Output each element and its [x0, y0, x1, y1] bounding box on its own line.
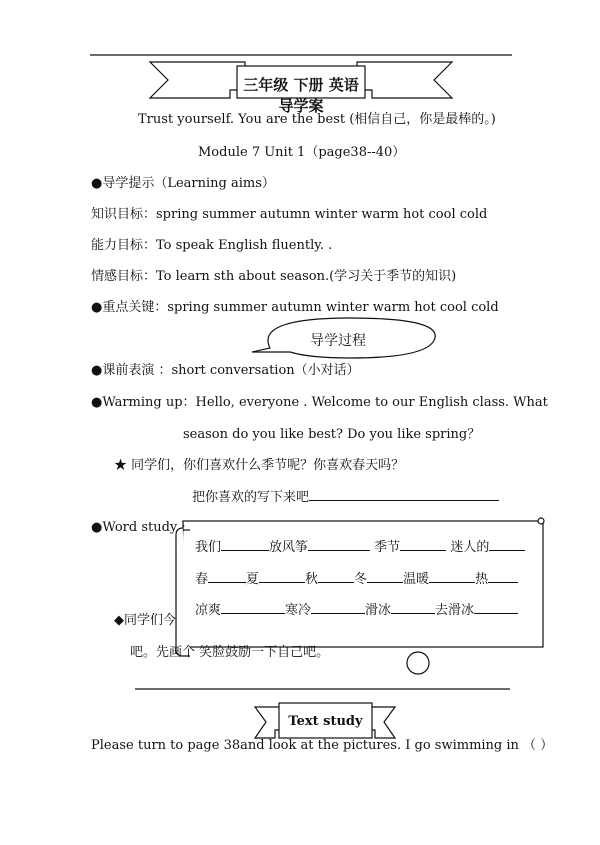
word-row-3: [195, 599, 518, 618]
pre-class-text: 课前表演 ：short conversation（小对话）: [102, 363, 360, 378]
word-spring: 春: [195, 572, 209, 587]
aims-heading-text: 导学提示（Learning aims）: [102, 176, 275, 191]
word-blank[interactable]: [429, 569, 475, 583]
word-study-text: Word study :: [102, 520, 186, 535]
word-study-label: [91, 520, 186, 536]
text-study-instruction: Please turn to page 38and look at the pictures. I go swimming in （ ）: [91, 738, 554, 753]
module-heading: Module 7 Unit 1（page38--40）: [198, 145, 406, 160]
word-blank[interactable]: [221, 600, 285, 614]
word-blank[interactable]: [311, 600, 365, 614]
behind-line-1: [114, 613, 176, 629]
pre-class-line: [91, 363, 360, 379]
write-prompt-text: 把你喜欢的写下来吧: [192, 490, 310, 505]
word-cool: 凉爽: [195, 603, 222, 618]
question-line: [114, 458, 404, 474]
text-study-banner: Text study: [288, 714, 363, 729]
process-bubble-label: 导学过程: [310, 333, 366, 349]
key-points: [91, 300, 499, 316]
key-points-text: 重点关键：spring summer autumn winter warm hot cool cold: [102, 300, 499, 315]
word-blank[interactable]: [221, 537, 269, 551]
knowledge-aim: 知识目标：spring summer autumn winter warm hot cool cold: [91, 207, 488, 222]
word-cold: 寒冷: [285, 603, 312, 618]
bullet-icon: ●: [91, 176, 103, 191]
star-icon: ★: [114, 458, 128, 473]
word-blank[interactable]: [474, 600, 518, 614]
diamond-icon: ◆: [114, 613, 124, 628]
warmup-line-1: [91, 395, 548, 411]
word-winter: 冬: [354, 572, 368, 587]
answer-blank[interactable]: [309, 487, 499, 501]
word-row-1: [195, 536, 525, 555]
motto-text: Trust yourself. You are the best (相信自己，你是最棒的。): [138, 112, 496, 127]
word-blank[interactable]: [489, 537, 525, 551]
write-prompt-line: [192, 487, 499, 506]
word-warm: 温暖: [403, 572, 430, 587]
word-blank[interactable]: [259, 569, 305, 583]
behind-line-2: 吧。先画个 笑脸鼓励一下自己吧。: [130, 645, 330, 660]
word-blank[interactable]: [308, 537, 370, 551]
emotion-aim: 情感目标：To learn sth about season.(学习关于季节的知识): [91, 269, 457, 284]
behind-text-1: 同学们今: [124, 613, 177, 628]
word-blank[interactable]: [318, 569, 354, 583]
word-blank[interactable]: [400, 537, 446, 551]
warmup-line-2: season do you like best? Do you like spring？: [183, 427, 481, 442]
ability-aim: 能力目标：To speak English fluently. .: [91, 238, 333, 253]
bullet-icon: ●: [91, 395, 103, 410]
word-blank[interactable]: [488, 569, 518, 583]
word-charming: 迷人的: [450, 540, 490, 555]
word-go-skating: 去滑冰: [435, 603, 475, 618]
warmup-text-1: Warming up：Hello, everyone . Welcome to our English class. What: [102, 395, 548, 410]
page-title: 三年级 下册 英语导学案: [243, 76, 359, 115]
word-blank[interactable]: [208, 569, 246, 583]
word-autumn: 秋: [305, 572, 319, 587]
word-hot: 热: [475, 572, 489, 587]
word-blank[interactable]: [391, 600, 435, 614]
bullet-icon: ●: [91, 363, 103, 378]
word-kite: 放风筝: [269, 540, 309, 555]
word-summer: 夏: [246, 572, 260, 587]
aims-heading: [91, 176, 275, 192]
bullet-icon: ●: [91, 520, 103, 535]
word-row-2: [195, 568, 518, 587]
bullet-icon: ●: [91, 300, 103, 315]
word-women: 我们: [195, 540, 222, 555]
question-text: 同学们，你们喜欢什么季节呢？你喜欢春天吗？: [131, 458, 405, 473]
smiley-circle-icon: [407, 652, 429, 674]
word-season: 季节: [374, 540, 401, 555]
word-skate: 滑冰: [365, 603, 392, 618]
word-blank[interactable]: [367, 569, 403, 583]
